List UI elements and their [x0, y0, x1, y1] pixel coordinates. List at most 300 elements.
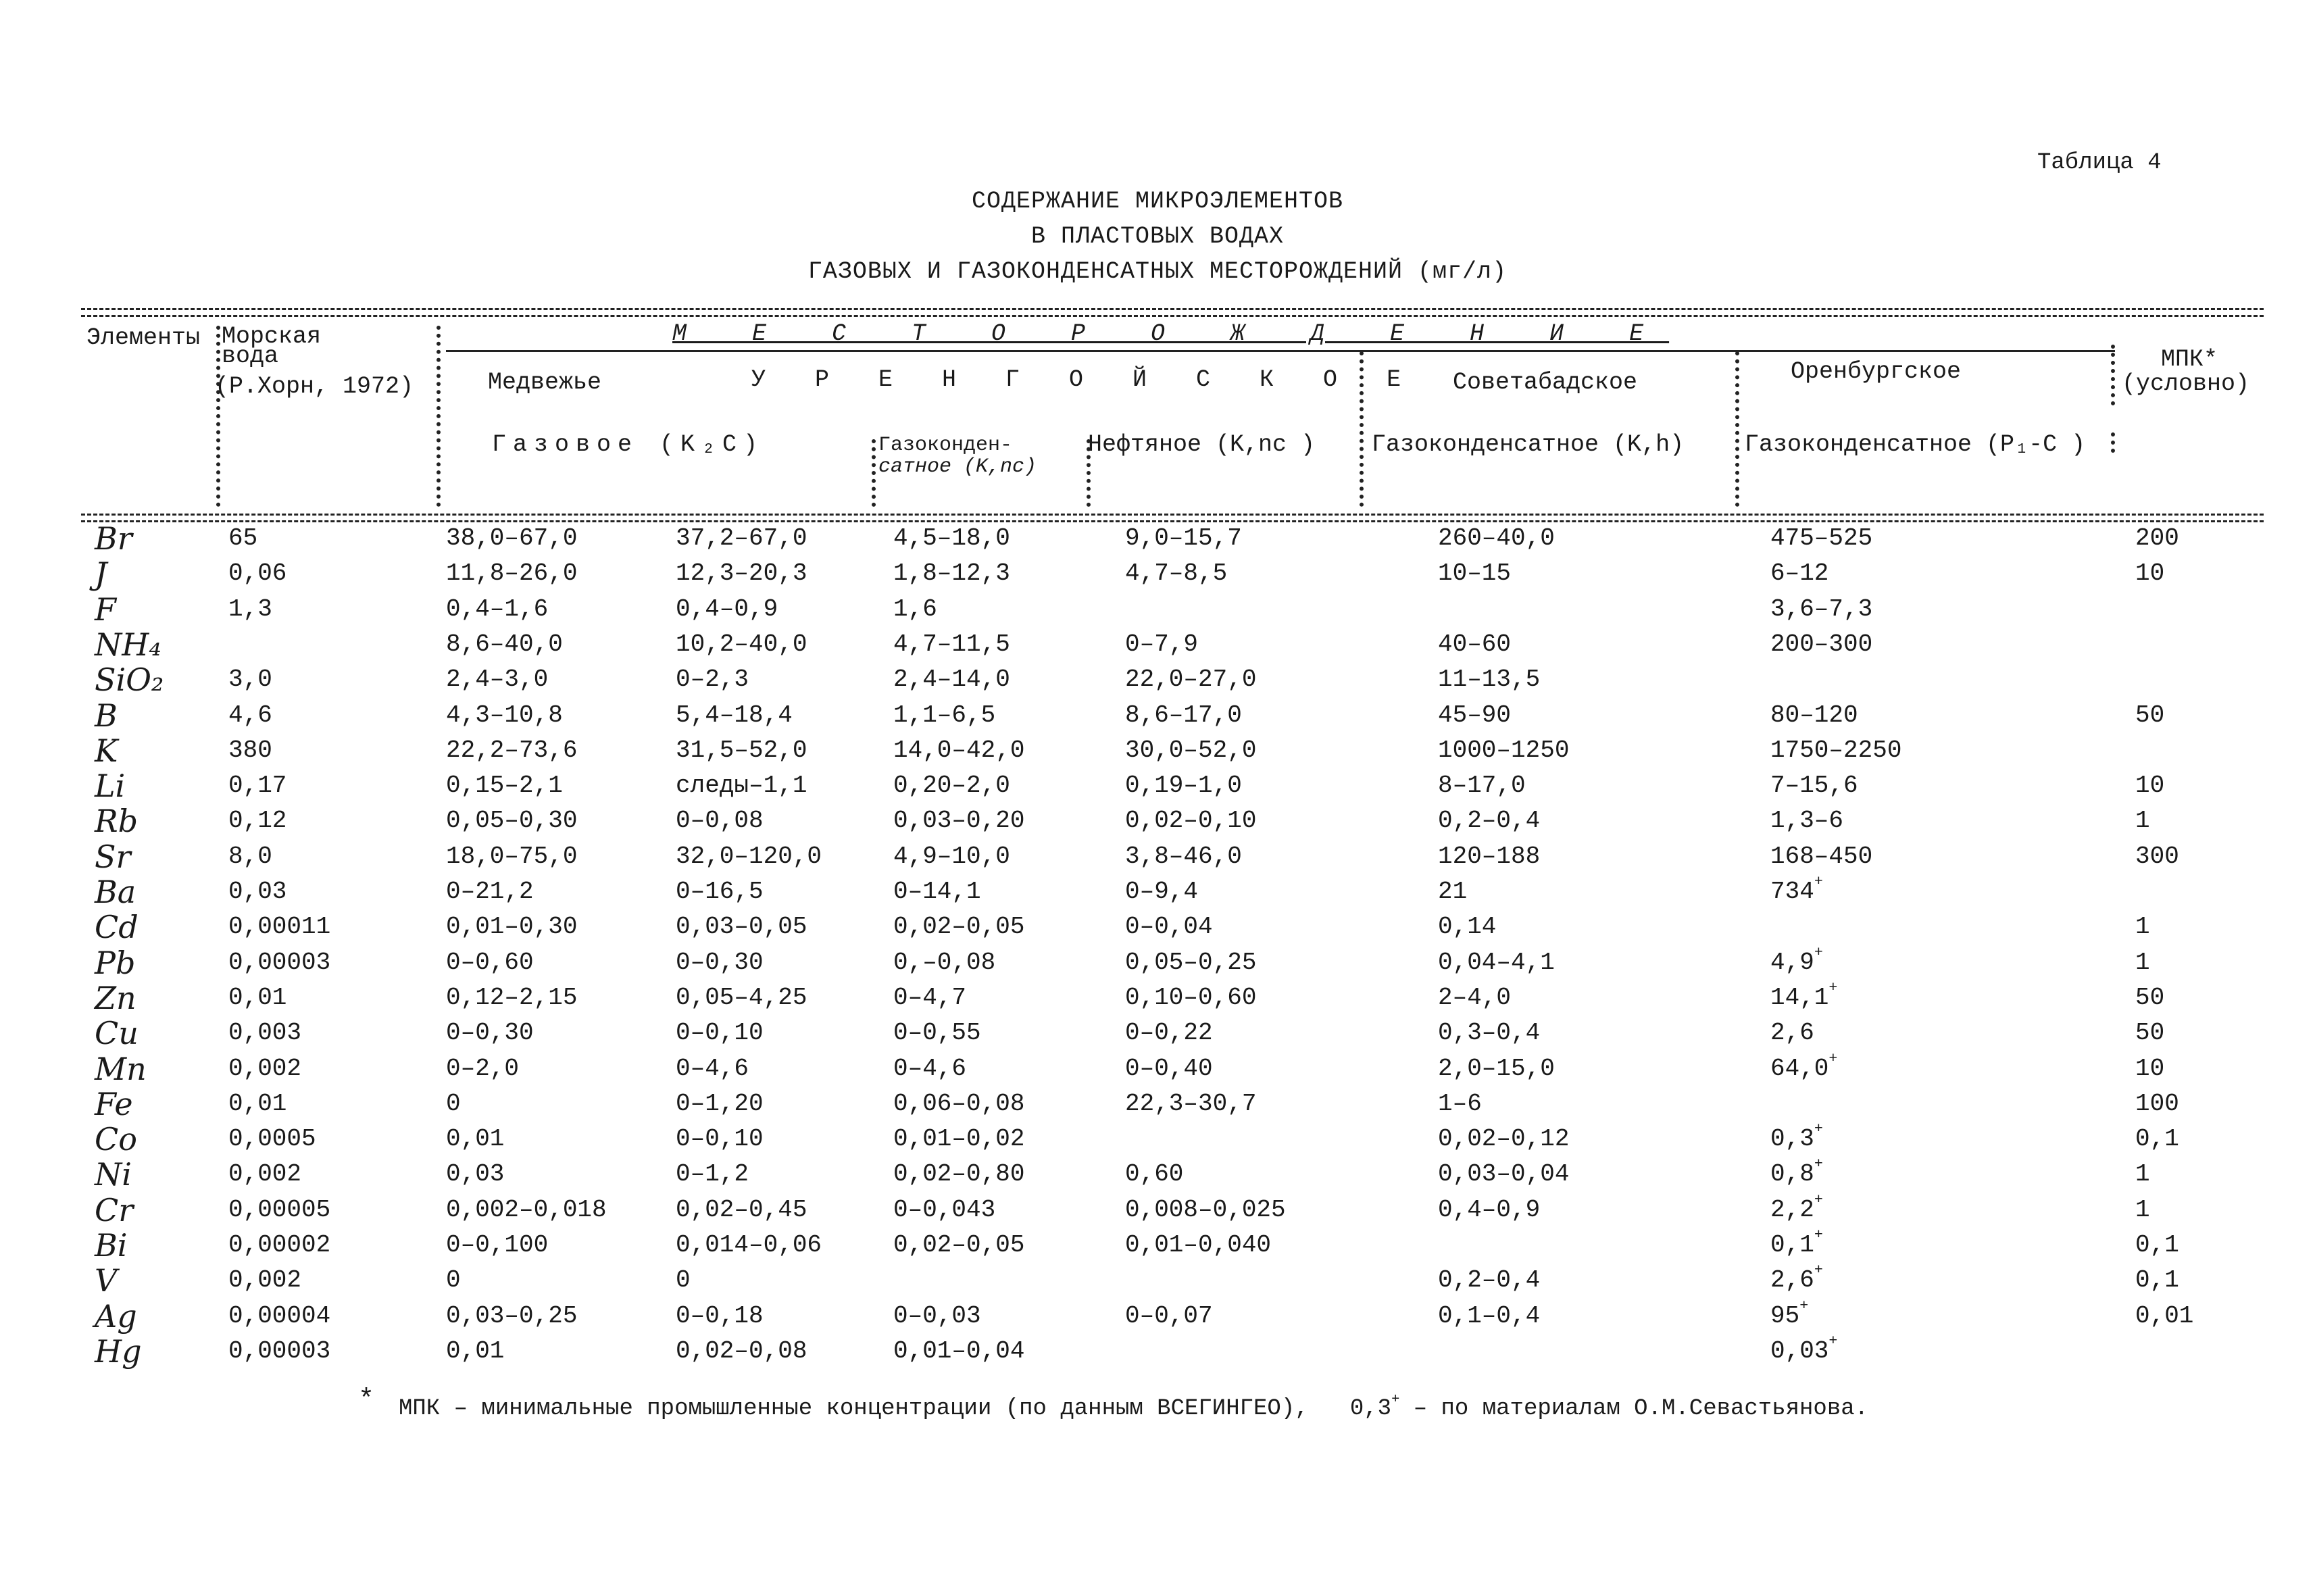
cell-value: 0,03: [1770, 1337, 1829, 1365]
element-symbol: Cd: [95, 909, 139, 945]
cell-value: 0–0,10: [676, 1125, 764, 1153]
footnote-text-2: – по материалам О.М.Севастьянова.: [1413, 1396, 1869, 1422]
cell-ug: [676, 1337, 807, 1365]
cell-value: 2–4,0: [1438, 984, 1512, 1012]
element-symbol: Cu: [95, 1015, 139, 1051]
cell-value: 0,01–0,30: [446, 913, 578, 941]
cell-mpk: [2135, 701, 2164, 729]
cell-sea: [228, 1055, 301, 1082]
cell-ug: [676, 701, 793, 729]
element-symbol: Rb: [95, 803, 139, 839]
cell-value: 0,02–0,45: [676, 1196, 807, 1224]
cell-ugc: [893, 666, 1010, 693]
cell-value: 0,06: [228, 559, 287, 587]
cell-value: 0,00003: [228, 1337, 331, 1365]
vsep-3: [1360, 351, 1364, 507]
element-symbol: Br: [95, 520, 132, 557]
cell-value: 1,3–6: [1770, 807, 1844, 834]
cell-oren: [1770, 1333, 1838, 1365]
cell-ugc: [893, 772, 1010, 799]
cell-value: 0–4,6: [676, 1055, 749, 1082]
cell-value: 11–13,5: [1438, 666, 1541, 693]
header-medvezhye: Медвежье: [488, 369, 602, 396]
cell-value: 0,002–0,018: [446, 1196, 607, 1224]
cell-ugc: [893, 1302, 981, 1330]
cell-value: 4,7–8,5: [1125, 559, 1228, 587]
cell-mpk: [2135, 1019, 2164, 1047]
header-sea-water-1: Морская: [222, 323, 322, 350]
header-gas: Газовое (K₂C): [492, 431, 765, 458]
cell-value: 0,02–0,10: [1125, 807, 1257, 834]
cell-uo: [1125, 1302, 1213, 1330]
cell-value: 38,0–67,0: [446, 524, 578, 552]
cell-sea: [228, 1337, 330, 1365]
cell-med: [446, 1337, 504, 1365]
cell-uo: [1125, 630, 1198, 658]
cell-sov: [1438, 1090, 1482, 1118]
cell-value: 22,2–73,6: [446, 737, 578, 764]
cell-sea: [228, 1196, 330, 1224]
header-deposits: М Е С Т О Р О Ж Д Е Н И Е: [672, 320, 1670, 347]
cell-value: 0,05–0,25: [1125, 949, 1257, 976]
cell-value: 0,01–0,04: [893, 1337, 1025, 1365]
cell-med: [446, 1196, 607, 1224]
cell-sea: [228, 984, 287, 1012]
element-symbol: Sr: [95, 839, 131, 875]
cell-value: 21: [1438, 878, 1468, 905]
cell-value: 1,8–12,3: [893, 559, 1010, 587]
element-symbol: F: [95, 591, 116, 628]
cell-uo: [1125, 1019, 1213, 1047]
cell-ugc: [893, 1055, 966, 1082]
cell-value: 0,06–0,08: [893, 1090, 1025, 1118]
header-urengoy: У Р Е Н Г О Й С К О Е: [751, 366, 1419, 393]
cell-ugc: [893, 630, 1010, 658]
cell-value: 22,3–30,7: [1125, 1090, 1257, 1118]
cell-uo: [1125, 559, 1227, 587]
cell-ugc: [893, 949, 995, 976]
cell-oren: [1770, 772, 1858, 799]
vsep-5: [2111, 345, 2115, 405]
element-symbol: Co: [95, 1121, 137, 1157]
cell-sea: [228, 1231, 330, 1259]
cell-uo: [1125, 913, 1213, 941]
cell-sea: [228, 666, 272, 693]
cell-sov: [1438, 913, 1496, 941]
title-line-1: СОДЕРЖАНИЕ МИКРОЭЛЕМЕНТОВ: [971, 188, 1344, 215]
cell-value: 1: [2135, 1196, 2150, 1224]
cell-value: 0–0,55: [893, 1019, 981, 1047]
cell-value: 0–0,18: [676, 1302, 764, 1330]
cell-ugc: [893, 1019, 981, 1047]
cell-med: [446, 843, 577, 870]
header-gascond-2: сатное (K,nc): [878, 455, 1037, 478]
cell-value: 10,2–40,0: [676, 630, 807, 658]
cell-oren: [1770, 1192, 1823, 1224]
top-rule-1: [81, 308, 2264, 310]
cell-value: 168–450: [1770, 843, 1873, 870]
cell-oren: [1770, 595, 1872, 623]
cell-value: 6–12: [1770, 559, 1829, 587]
cell-value: 0–0,04: [1125, 913, 1213, 941]
header-sov-type: Газоконденсатное (K,h): [1372, 431, 1685, 458]
cell-sea: [228, 913, 330, 941]
cell-oren: [1770, 1121, 1823, 1153]
cell-value: 14,1: [1770, 984, 1829, 1012]
cell-value: 40–60: [1438, 630, 1512, 658]
cell-mpk: [2135, 1055, 2164, 1082]
cell-ug: [676, 772, 807, 799]
cell-med: [446, 913, 577, 941]
cell-sov: [1438, 737, 1569, 764]
cell-sea: [228, 772, 287, 799]
cell-sov: [1438, 1160, 1569, 1188]
cell-med: [446, 701, 563, 729]
cell-value: 0: [676, 1266, 691, 1294]
cell-value: 200: [2135, 524, 2179, 552]
element-symbol: B: [95, 697, 118, 734]
cell-ug: [676, 984, 807, 1012]
cell-sup: +: [1814, 874, 1823, 890]
title-line-2: В ПЛАСТОВЫХ ВОДАХ: [1030, 223, 1285, 250]
cell-ug: [676, 1019, 764, 1047]
element-symbol: Cr: [95, 1192, 134, 1228]
cell-med: [446, 1302, 577, 1330]
cell-sov: [1438, 807, 1540, 834]
cell-ug: [676, 1160, 749, 1188]
cell-value: 0,1: [2135, 1231, 2179, 1259]
cell-uo: [1125, 984, 1256, 1012]
cell-value: 0,2–0,4: [1438, 1266, 1541, 1294]
cell-ugc: [893, 524, 1010, 552]
cell-value: 0–0,22: [1125, 1019, 1213, 1047]
cell-ugc: [893, 1090, 1024, 1118]
cell-value: 3,8–46,0: [1125, 843, 1242, 870]
cell-value: 300: [2135, 843, 2179, 870]
cell-value: 0,19–1,0: [1125, 772, 1242, 799]
cell-sov: [1438, 1125, 1569, 1153]
cell-value: 0–2,0: [446, 1055, 520, 1082]
cell-value: 50: [2135, 701, 2165, 729]
cell-ug: [676, 949, 764, 976]
cell-value: 45–90: [1438, 701, 1512, 729]
cell-sea: [228, 1302, 330, 1330]
cell-ugc: [893, 1337, 1024, 1365]
header-orenburg: Оренбургское: [1791, 358, 1962, 385]
cell-sea: [228, 1160, 301, 1188]
cell-value: 0,03–0,20: [893, 807, 1025, 834]
cell-oren: [1770, 559, 1828, 587]
cell-sup: +: [1814, 1227, 1823, 1243]
cell-value: 0,3–0,4: [1438, 1019, 1541, 1047]
cell-value: 0,03: [446, 1160, 505, 1188]
deposits-underline: [446, 350, 2115, 352]
cell-uo: [1125, 1231, 1271, 1259]
cell-ug: [676, 595, 778, 623]
cell-value: 0,04–4,1: [1438, 949, 1555, 976]
element-symbol: NH₄: [95, 626, 161, 663]
cell-value: 0,01: [2135, 1302, 2194, 1330]
cell-value: 0–0,08: [676, 807, 764, 834]
cell-oren: [1770, 945, 1823, 976]
cell-value: 0,15–2,1: [446, 772, 563, 799]
cell-ugc: [893, 1160, 1024, 1188]
cell-value: 30,0–52,0: [1125, 737, 1257, 764]
cell-uo: [1125, 772, 1242, 799]
cell-value: 1: [2135, 807, 2150, 834]
header-mpk-2: (условно): [2122, 370, 2250, 397]
cell-value: 12,3–20,3: [676, 559, 807, 587]
cell-oren: [1770, 1051, 1838, 1082]
cell-sup: +: [1799, 1298, 1809, 1314]
cell-mpk: [2135, 984, 2164, 1012]
cell-med: [446, 772, 563, 799]
cell-value: 37,2–67,0: [676, 524, 807, 552]
cell-value: 0,003: [228, 1019, 302, 1047]
cell-value: 0,01: [228, 984, 287, 1012]
cell-value: 18,0–75,0: [446, 843, 578, 870]
cell-mpk: [2135, 1266, 2179, 1294]
cell-oren: [1770, 630, 1872, 658]
header-gascond-1: Газоконден-: [878, 434, 1013, 457]
cell-value: 95: [1770, 1302, 1800, 1330]
cell-mpk: [2135, 807, 2150, 834]
cell-value: 0–0,40: [1125, 1055, 1213, 1082]
top-rule-2: [81, 315, 2264, 317]
cell-mpk: [2135, 913, 2150, 941]
cell-value: 0,00011: [228, 913, 331, 941]
cell-ug: [676, 666, 749, 693]
cell-sea: [228, 559, 287, 587]
cell-mpk: [2135, 559, 2164, 587]
cell-value: 0,03: [228, 878, 287, 905]
cell-sea: [228, 595, 272, 623]
cell-sov: [1438, 666, 1540, 693]
cell-value: 260–40,0: [1438, 524, 1555, 552]
header-sea-water-3: (Р.Хорн, 1972): [215, 373, 414, 400]
cell-value: 64,0: [1770, 1055, 1829, 1082]
cell-sea: [228, 524, 257, 552]
cell-value: 8–17,0: [1438, 772, 1526, 799]
cell-value: 0,14: [1438, 913, 1497, 941]
cell-med: [446, 1266, 461, 1294]
footnote-ref-sup: +: [1391, 1392, 1400, 1407]
cell-ug: [676, 1090, 764, 1118]
cell-value: 1,3: [228, 595, 272, 623]
cell-value: 0,008–0,025: [1125, 1196, 1286, 1224]
cell-sup: +: [1814, 1121, 1823, 1137]
cell-value: 80–120: [1770, 701, 1858, 729]
footnote-ref-value: 0,3: [1349, 1396, 1392, 1422]
cell-value: 0,014–0,06: [676, 1231, 822, 1259]
footnote-star: *: [358, 1385, 375, 1416]
cell-sup: +: [1828, 1051, 1838, 1067]
element-symbol: Hg: [95, 1333, 142, 1370]
cell-uo: [1125, 843, 1242, 870]
cell-value: 31,5–52,0: [676, 737, 807, 764]
cell-value: 2,6: [1770, 1266, 1814, 1294]
cell-value: 10–15: [1438, 559, 1512, 587]
cell-ugc: [893, 1196, 995, 1224]
element-symbol: K: [95, 732, 118, 769]
cell-value: 0–4,6: [893, 1055, 967, 1082]
cell-value: 0,01–0,02: [893, 1125, 1025, 1153]
cell-ug: [676, 1302, 764, 1330]
header-mpk-1: МПК*: [2161, 346, 2218, 373]
cell-med: [446, 878, 534, 905]
cell-value: 0–0,043: [893, 1196, 996, 1224]
cell-value: 4,6: [228, 701, 272, 729]
cell-oren: [1770, 1156, 1823, 1188]
cell-oren: [1770, 524, 1872, 552]
cell-value: 0–2,3: [676, 666, 749, 693]
cell-value: 4,5–18,0: [893, 524, 1010, 552]
cell-value: 0–21,2: [446, 878, 534, 905]
cell-sea: [228, 1266, 301, 1294]
cell-uo: [1125, 701, 1242, 729]
cell-value: 1,6: [893, 595, 937, 623]
vsep-4: [1735, 351, 1739, 507]
cell-value: 10: [2135, 559, 2165, 587]
cell-value: 0,2–0,4: [1438, 807, 1541, 834]
cell-value: 7–15,6: [1770, 772, 1858, 799]
cell-sov: [1438, 772, 1526, 799]
cell-ugc: [893, 595, 937, 623]
cell-value: 8,6–40,0: [446, 630, 563, 658]
cell-ugc: [893, 807, 1024, 834]
cell-value: 1: [2135, 1160, 2150, 1188]
cell-value: 0,02–0,80: [893, 1160, 1025, 1188]
cell-value: 8,6–17,0: [1125, 701, 1242, 729]
cell-value: 0,1: [1770, 1231, 1814, 1259]
cell-sea: [228, 737, 272, 764]
cell-value: 0,0005: [228, 1125, 316, 1153]
cell-value: 2,0–15,0: [1438, 1055, 1555, 1082]
vsep-7: [872, 439, 876, 507]
element-symbol: Ni: [95, 1156, 132, 1193]
cell-oren: [1770, 874, 1823, 905]
cell-sea: [228, 807, 287, 834]
cell-value: 0–1,2: [676, 1160, 749, 1188]
cell-sov: [1438, 1266, 1540, 1294]
header-bottom-rule-1: [81, 514, 2264, 516]
cell-sea: [228, 1125, 316, 1153]
cell-ug: [676, 1266, 691, 1294]
cell-value: 0,17: [228, 772, 287, 799]
cell-value: 0,00003: [228, 949, 331, 976]
cell-ugc: [893, 1125, 1024, 1153]
vsep-1: [216, 326, 220, 507]
cell-med: [446, 559, 577, 587]
cell-ug: [676, 630, 807, 658]
cell-value: 0,05–0,30: [446, 807, 578, 834]
cell-sup: +: [1828, 980, 1838, 996]
header-oil: Нефтяное (K,nc ): [1088, 431, 1316, 458]
cell-value: 0–14,1: [893, 878, 981, 905]
cell-mpk: [2135, 772, 2164, 799]
cell-value: 475–525: [1770, 524, 1873, 552]
cell-value: 65: [228, 524, 258, 552]
cell-value: 2,6: [1770, 1019, 1814, 1047]
cell-value: 0,03–0,25: [446, 1302, 578, 1330]
cell-ugc: [893, 913, 1024, 941]
cell-sup: +: [1814, 1192, 1823, 1208]
element-symbol: Ba: [95, 874, 136, 910]
cell-oren: [1770, 1227, 1823, 1259]
cell-med: [446, 630, 563, 658]
cell-value: 0,02–0,12: [1438, 1125, 1570, 1153]
cell-value: 8,0: [228, 843, 272, 870]
cell-value: 0,05–4,25: [676, 984, 807, 1012]
cell-value: 1–6: [1438, 1090, 1482, 1118]
cell-value: 0,02–0,05: [893, 1231, 1025, 1259]
cell-uo: [1125, 737, 1256, 764]
cell-value: 120–188: [1438, 843, 1541, 870]
cell-ugc: [893, 701, 995, 729]
cell-med: [446, 1160, 504, 1188]
cell-ugc: [893, 1231, 1024, 1259]
cell-value: 0,002: [228, 1055, 302, 1082]
cell-value: 0,002: [228, 1266, 302, 1294]
cell-sov: [1438, 843, 1540, 870]
cell-value: 11,8–26,0: [446, 559, 578, 587]
vsep-8: [1087, 439, 1091, 507]
cell-value: 0,002: [228, 1160, 302, 1188]
cell-ug: [676, 1196, 807, 1224]
cell-value: 10: [2135, 772, 2165, 799]
cell-uo: [1125, 807, 1256, 834]
cell-value: 0: [446, 1090, 461, 1118]
cell-ug: [676, 878, 764, 905]
cell-med: [446, 737, 577, 764]
cell-value: 0,12: [228, 807, 287, 834]
cell-sov: [1438, 1196, 1540, 1224]
cell-value: 0,1: [2135, 1125, 2179, 1153]
cell-value: 0–1,20: [676, 1090, 764, 1118]
cell-value: 0–0,60: [446, 949, 534, 976]
cell-ug: [676, 913, 807, 941]
header-elements: Элементы: [86, 324, 201, 351]
cell-value: 0,00002: [228, 1231, 331, 1259]
cell-value: 0–7,9: [1125, 630, 1199, 658]
cell-oren: [1770, 737, 1901, 764]
cell-value: 0,02–0,05: [893, 913, 1025, 941]
header-bottom-rule-2: [81, 520, 2264, 522]
cell-value: следы–1,1: [676, 772, 807, 799]
footnote-text-1: МПК – минимальные промышленные концентрации (по данным ВСЕГИНГЕО),: [399, 1396, 1309, 1422]
cell-value: 0,8: [1770, 1160, 1814, 1188]
cell-mpk: [2135, 1231, 2179, 1259]
footnote: [399, 1392, 1869, 1422]
cell-value: 0–0,07: [1125, 1302, 1213, 1330]
cell-ugc: [893, 737, 1024, 764]
cell-sov: [1438, 949, 1555, 976]
element-symbol: J: [95, 555, 107, 592]
cell-value: 0,–0,08: [893, 949, 996, 976]
cell-value: 0,4–1,6: [446, 595, 549, 623]
cell-sov: [1438, 984, 1511, 1012]
cell-value: 0,20–2,0: [893, 772, 1010, 799]
cell-value: 0,01–0,040: [1125, 1231, 1272, 1259]
cell-value: 14,0–42,0: [893, 737, 1025, 764]
cell-ug: [676, 1055, 749, 1082]
cell-sup: +: [1814, 1156, 1823, 1172]
cell-value: 380: [228, 737, 272, 764]
cell-med: [446, 1019, 534, 1047]
cell-value: 0,02–0,08: [676, 1337, 807, 1365]
cell-uo: [1125, 878, 1198, 905]
cell-value: 200–300: [1770, 630, 1873, 658]
